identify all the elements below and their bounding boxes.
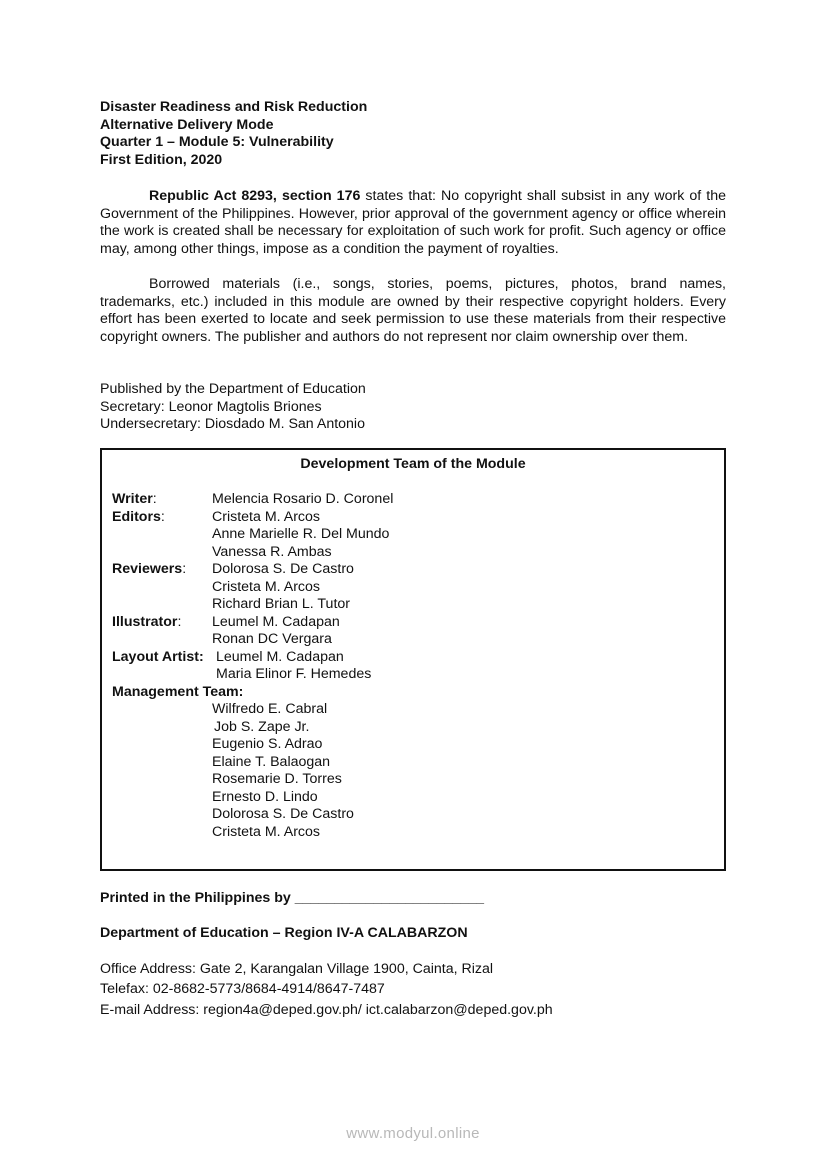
role-label <box>112 544 212 562</box>
edition: First Edition, 2020 <box>100 151 223 168</box>
member-name: Dolorosa S. De Castro <box>212 561 354 577</box>
role-label-text: Reviewers <box>112 561 183 577</box>
contact-block <box>100 959 726 1020</box>
role-label <box>112 771 212 789</box>
team-row <box>112 526 393 544</box>
member-name: Leumel M. Cadapan <box>212 613 340 630</box>
team-row <box>112 771 393 789</box>
role-label <box>112 683 244 702</box>
role-label-text: Illustrator <box>112 613 178 630</box>
team-row <box>112 579 393 597</box>
role-label <box>112 806 212 824</box>
undersecretary-line: Undersecretary: Diosdado M. San Antonio <box>100 416 365 433</box>
team-row <box>112 789 393 807</box>
team-row <box>112 544 393 562</box>
member-name: Rosemarie D. Torres <box>212 771 342 787</box>
team-row <box>112 701 393 719</box>
copyright-lead: Republic Act 8293, section 176 <box>149 188 361 204</box>
printed-line: Printed in the Philippines by ________________________ <box>100 890 485 906</box>
role-label <box>112 719 212 737</box>
team-row <box>112 824 393 842</box>
team-row <box>112 754 393 772</box>
team-row <box>112 684 393 702</box>
role-label-text: Editors <box>112 508 161 525</box>
team-row <box>112 649 393 667</box>
mode-title: Alternative Delivery Mode <box>100 116 274 133</box>
member-name: Ronan DC Vergara <box>212 631 332 647</box>
role-label <box>112 701 212 719</box>
copyright-text: states that: No copyright shall subsist in any work of the Government of the Philippines. However, prior approval of the government agency or office wherein the work is created shall be necessary for exploitation of such work for profit. Such agency or office may, among other things, impose as a condition the payment of royalties. <box>100 188 727 257</box>
module-header <box>100 99 726 169</box>
team-row <box>112 666 393 684</box>
role-label <box>112 631 212 649</box>
module-title: Quarter 1 – Module 5: Vulnerability <box>100 134 334 151</box>
member-name: Cristeta M. Arcos <box>212 823 321 840</box>
team-row <box>112 561 393 579</box>
role-label: Writer: <box>112 491 157 507</box>
role-label <box>112 736 212 754</box>
role-label <box>112 824 212 842</box>
member-name: Maria Elinor F. Hemedes <box>216 666 372 682</box>
secretary-line: Secretary: Leonor Magtolis Briones <box>100 398 322 415</box>
email-address: E-mail Address: region4a@deped.gov.ph/ ict.calabarzon@deped.gov.ph <box>100 1001 553 1018</box>
member-name: Eugenio S. Adrao <box>212 736 323 752</box>
member-name: Richard Brian L. Tutor <box>212 596 350 612</box>
member-name: Wilfredo E. Cabral <box>212 701 328 717</box>
role-label: Illustrator: <box>112 613 182 630</box>
member-name: Melencia Rosario D. Coronel <box>212 491 394 507</box>
role-label-text: Writer <box>112 491 153 507</box>
role-label <box>112 579 212 597</box>
team-row <box>112 736 393 754</box>
member-name: Cristeta M. Arcos <box>212 578 321 595</box>
member-name: Anne Marielle R. Del Mundo <box>212 526 390 542</box>
member-name: Vanessa R. Ambas <box>212 543 332 560</box>
role-label-text: Management Team: <box>112 683 244 700</box>
role-label <box>112 666 212 684</box>
role-label <box>112 649 212 667</box>
region-line: Department of Education – Region IV-A CALABARZON <box>100 925 468 941</box>
team-row <box>112 509 393 527</box>
development-team-box <box>100 448 726 871</box>
team-row <box>112 596 393 614</box>
role-label <box>112 596 212 614</box>
publisher-block <box>100 381 726 434</box>
role-label-text: Layout Artist: <box>112 648 204 665</box>
publisher-line: Published by the Department of Education <box>100 381 366 397</box>
role-label <box>112 754 212 772</box>
member-name: Leumel M. Cadapan <box>216 648 344 665</box>
watermark: www.modyul.online <box>346 1125 480 1142</box>
role-label: Reviewers: <box>112 561 187 577</box>
role-label <box>112 789 212 807</box>
role-label: Editors: <box>112 508 165 525</box>
member-name: Elaine T. Balaogan <box>212 753 331 770</box>
team-row <box>112 806 393 824</box>
telefax: Telefax: 02-8682-5773/8684-4914/8647-7487 <box>100 981 385 998</box>
office-address: Office Address: Gate 2, Karangalan Village 1900, Cainta, Rizal <box>100 961 494 977</box>
team-title: Development Team of the Module <box>300 456 526 472</box>
member-name: Job S. Zape Jr. <box>214 718 310 735</box>
team-roles <box>112 491 393 841</box>
member-name: Ernesto D. Lindo <box>212 788 318 805</box>
member-name: Cristeta M. Arcos <box>212 508 321 525</box>
team-row <box>112 614 393 632</box>
borrowed-paragraph: Borrowed materials (i.e., songs, stories, poems, pictures, photos, brand names, trademarks, etc.) included in this module are owned by their respective copyright holders. Every effort has been exerted to locate and seek permission to use these materials from their respective copyright owners. The publisher and authors do not represent nor claim ownership over them. <box>100 276 726 345</box>
copyright-paragraph <box>100 188 726 258</box>
member-name: Dolorosa S. De Castro <box>212 806 354 822</box>
team-row <box>112 719 393 737</box>
role-label <box>112 526 212 544</box>
subject-title: Disaster Readiness and Risk Reduction <box>100 99 368 115</box>
team-row <box>112 631 393 649</box>
team-row <box>112 491 393 509</box>
